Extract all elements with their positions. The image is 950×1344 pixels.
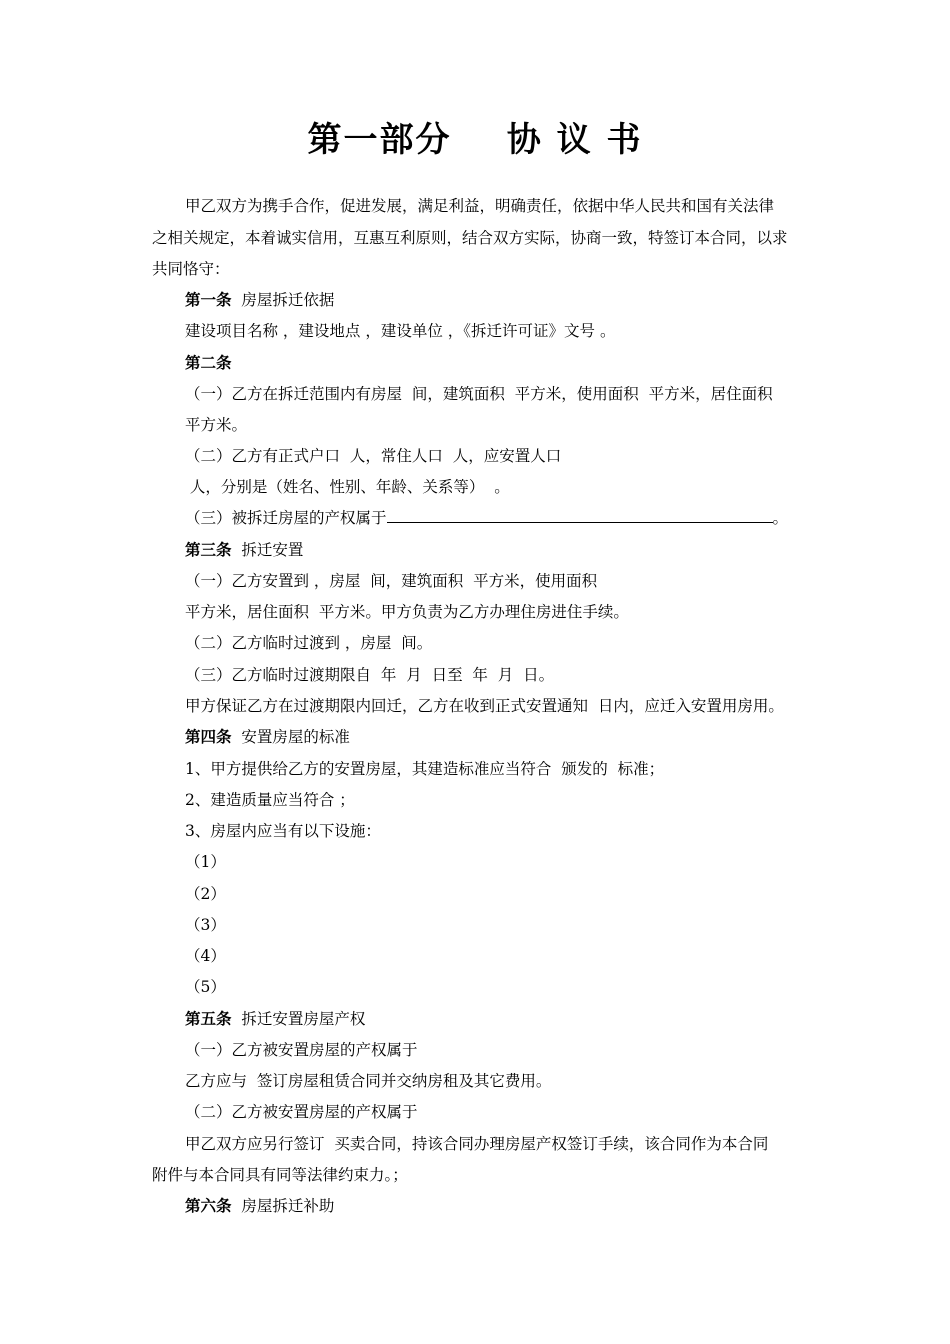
article-2-item-3-suffix: 。 xyxy=(772,509,789,527)
article-3-item-1-line-1: （一）乙方安置到 ，房屋 间，建筑面积 平方米，使用面积 xyxy=(185,572,598,590)
article-3-note: 甲方保证乙方在过渡期限内回迁，乙方在收到正式安置通知 日内，应迁入安置用房用。 xyxy=(185,697,784,715)
facility-item-2: （2） xyxy=(185,885,226,903)
article-6-heading: 第六条 xyxy=(185,1197,232,1215)
article-2-item-1-line-2: 平方米。 xyxy=(185,416,248,434)
article-4-item-1: 1、甲方提供给乙方的安置房屋，其建造标准应当符合 颁发的 标准； xyxy=(185,760,665,778)
article-4-heading: 第四条 xyxy=(185,728,232,746)
article-5-item-2: （二）乙方被安置房屋的产权属于 xyxy=(185,1103,418,1121)
fill-in-blank-line xyxy=(387,508,773,523)
article-2-heading: 第二条 xyxy=(185,354,232,372)
preamble-line-1: 甲乙双方为携手合作，促进发展，满足利益，明确责任，依据中华人民共和国有关法律 xyxy=(185,197,775,215)
facility-item-1: （1） xyxy=(185,853,226,871)
article-2-item-2-line-2: 人，分别是（姓名、性别、年龄、关系等） 。 xyxy=(185,478,510,496)
article-5-title: 拆迁安置房屋产权 xyxy=(241,1010,366,1028)
article-1-heading-line xyxy=(185,290,334,310)
article-4-item-3: 3、房屋内应当有以下设施： xyxy=(185,822,381,840)
article-6-title: 房屋拆迁补助 xyxy=(241,1197,335,1215)
article-2-item-2-line-1: （二）乙方有正式户口 人，常住人口 人，应安置人口 xyxy=(185,447,562,465)
facility-item-3: （3） xyxy=(185,916,226,934)
article-5-heading: 第五条 xyxy=(185,1010,232,1028)
article-1-title: 房屋拆迁依据 xyxy=(241,291,335,309)
facility-item-5: （5） xyxy=(185,978,226,996)
article-3-item-3: （三）乙方临时过渡期限自 年 月 日至 年 月 日。 xyxy=(185,666,555,684)
article-3-item-2: （二）乙方临时过渡到 ，房屋 间。 xyxy=(185,634,433,652)
article-4-heading-line xyxy=(185,727,350,747)
article-5-item-2-line-1: 甲乙双方应另行签订 买卖合同，持该合同办理房屋产权签订手续，该合同作为本合同 xyxy=(185,1135,769,1153)
article-2-item-1-line-1: （一）乙方在拆迁范围内有房屋 间，建筑面积 平方米，使用面积 平方米，居住面积 xyxy=(185,385,773,403)
article-3-heading: 第三条 xyxy=(185,541,232,559)
article-2-item-3-line xyxy=(185,508,788,528)
article-5-heading-line xyxy=(185,1009,365,1029)
facility-item-4: （4） xyxy=(185,947,226,965)
article-5-item-1-text: 乙方应与 签订房屋租赁合同并交纳房租及其它费用。 xyxy=(185,1072,552,1090)
article-2-item-3-prefix: （三）被拆迁房屋的产权属于 xyxy=(185,509,387,527)
article-5-item-2-line-2: 附件与本合同具有同等法律约束力。； xyxy=(152,1166,408,1184)
article-4-title: 安置房屋的标准 xyxy=(241,728,350,746)
article-1-heading: 第一条 xyxy=(185,291,232,309)
preamble-line-2: 之相关规定，本着诚实信用，互惠互利原则，结合双方实际，协商一致，特签订本合同，以求 xyxy=(152,229,788,247)
article-5-item-1: （一）乙方被安置房屋的产权属于 xyxy=(185,1041,418,1059)
article-6-heading-line xyxy=(185,1196,334,1216)
article-1-text: 建设项目名称 ，建设地点 ，建设单位 ，《拆迁许可证》文号 。 xyxy=(185,322,616,340)
article-4-item-2: 2、建造质量应当符合 ； xyxy=(185,791,355,809)
article-3-title: 拆迁安置 xyxy=(241,541,304,559)
article-3-item-1-line-2: 平方米，居住面积 平方米。甲方负责为乙方办理住房进住手续。 xyxy=(185,603,629,621)
preamble-line-3: 共同恪守： xyxy=(152,260,230,278)
article-3-heading-line xyxy=(185,540,303,560)
page-title: 第一部分 协 议 书 xyxy=(307,120,643,160)
